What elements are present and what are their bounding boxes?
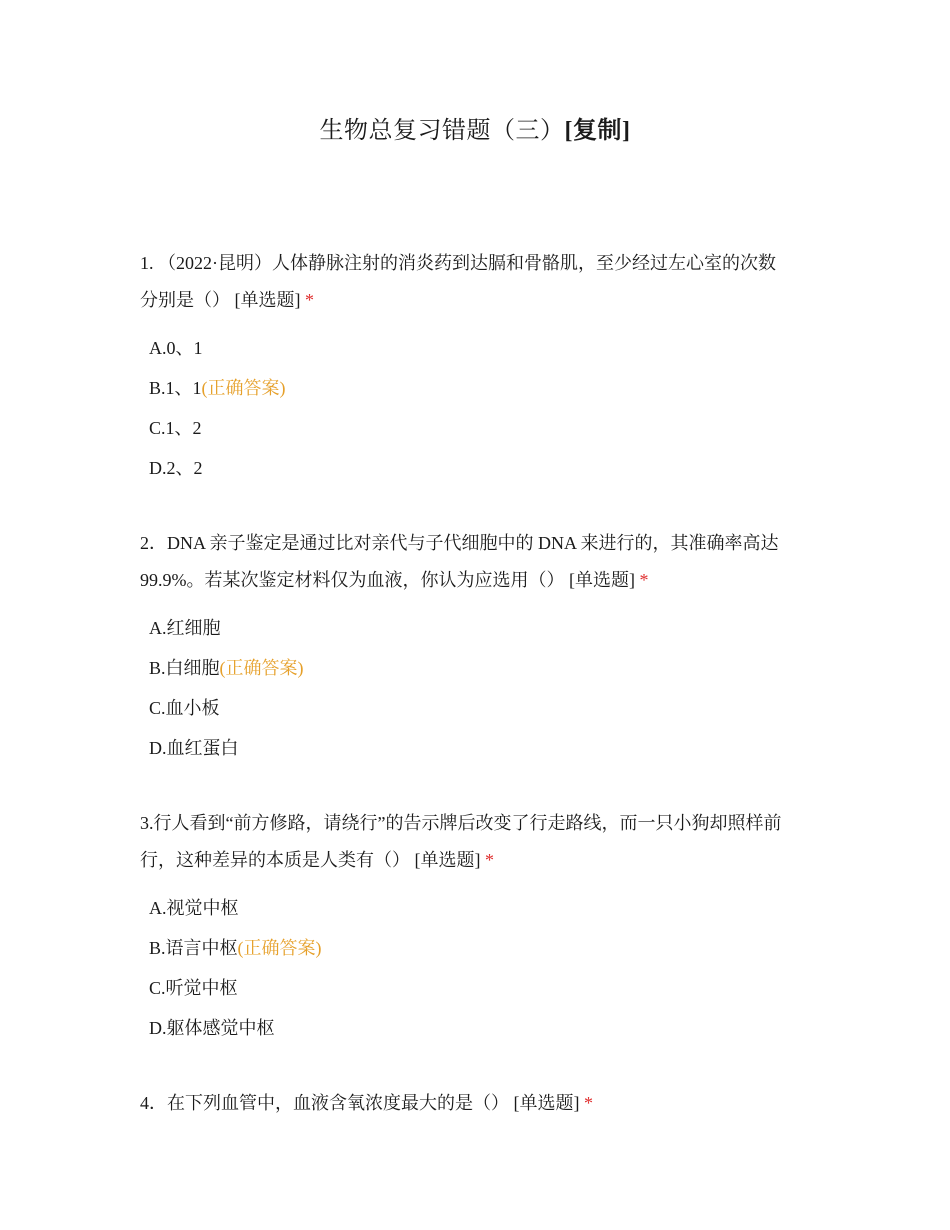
- question-3-stem-line-2: 行，这种差异的本质是人类有（） [单选题] *: [140, 850, 494, 870]
- option-1d[interactable]: D.2、2: [149, 458, 203, 478]
- question-type-label: [单选题]: [234, 290, 301, 310]
- option-1b[interactable]: B.1、1(正确答案): [149, 378, 286, 398]
- option-2d[interactable]: D.血红蛋白: [149, 738, 239, 758]
- question-type-label: [单选题]: [414, 850, 481, 870]
- required-marker: *: [485, 850, 494, 870]
- question-2-stem-line-2: 99.9%。若某次鉴定材料仅为血液，你认为应选用（） [单选题] *: [140, 570, 649, 590]
- option-3d[interactable]: D.躯体感觉中枢: [149, 1018, 275, 1038]
- required-marker: *: [305, 290, 314, 310]
- question-type-label: [单选题]: [513, 1093, 580, 1113]
- question-2: [140, 525, 810, 599]
- required-marker: *: [639, 570, 649, 590]
- question-3-stem-line-1: 3.行人看到“前方修路，请绕行”的告示牌后改变了行走路线，而一只小狗却照样前: [140, 813, 782, 833]
- correct-answer-tag: (正确答案): [201, 378, 286, 398]
- option-2c[interactable]: C.血小板: [149, 698, 220, 718]
- correct-answer-tag: (正确答案): [219, 658, 304, 678]
- option-3a[interactable]: A.视觉中枢: [149, 898, 239, 918]
- page-title: [0, 110, 950, 145]
- question-1-stem-line-2: 分别是（） [单选题] *: [140, 290, 314, 310]
- required-marker: *: [584, 1093, 593, 1113]
- option-2a[interactable]: A.红细胞: [149, 618, 221, 638]
- question-2-stem-line-1: 2．DNA 亲子鉴定是通过比对亲代与子代细胞中的 DNA 来进行的，其准确率高达: [140, 533, 779, 553]
- option-1c[interactable]: C.1、2: [149, 418, 202, 438]
- question-1-stem-line-1: 1. （2022·昆明）人体静脉注射的消炎药到达膈和骨骼肌，至少经过左心室的次数: [140, 253, 776, 273]
- correct-answer-tag: (正确答案): [237, 938, 322, 958]
- question-3: [140, 805, 810, 879]
- option-2b[interactable]: B.白细胞(正确答案): [149, 658, 304, 678]
- question-4: [140, 1085, 810, 1122]
- title-copy-tag: [复制]: [564, 118, 631, 144]
- question-type-label: [单选题]: [569, 570, 635, 590]
- question-4-stem-line-1: 4．在下列血管中，血液含氧浓度最大的是（） [单选题] *: [140, 1093, 593, 1113]
- option-3c[interactable]: C.听觉中枢: [149, 978, 238, 998]
- option-1a[interactable]: A.0、1: [149, 338, 203, 358]
- option-3b[interactable]: B.语言中枢(正确答案): [149, 938, 322, 958]
- question-1: [140, 245, 810, 319]
- title-text: 生物总复习错题（三）: [319, 118, 565, 144]
